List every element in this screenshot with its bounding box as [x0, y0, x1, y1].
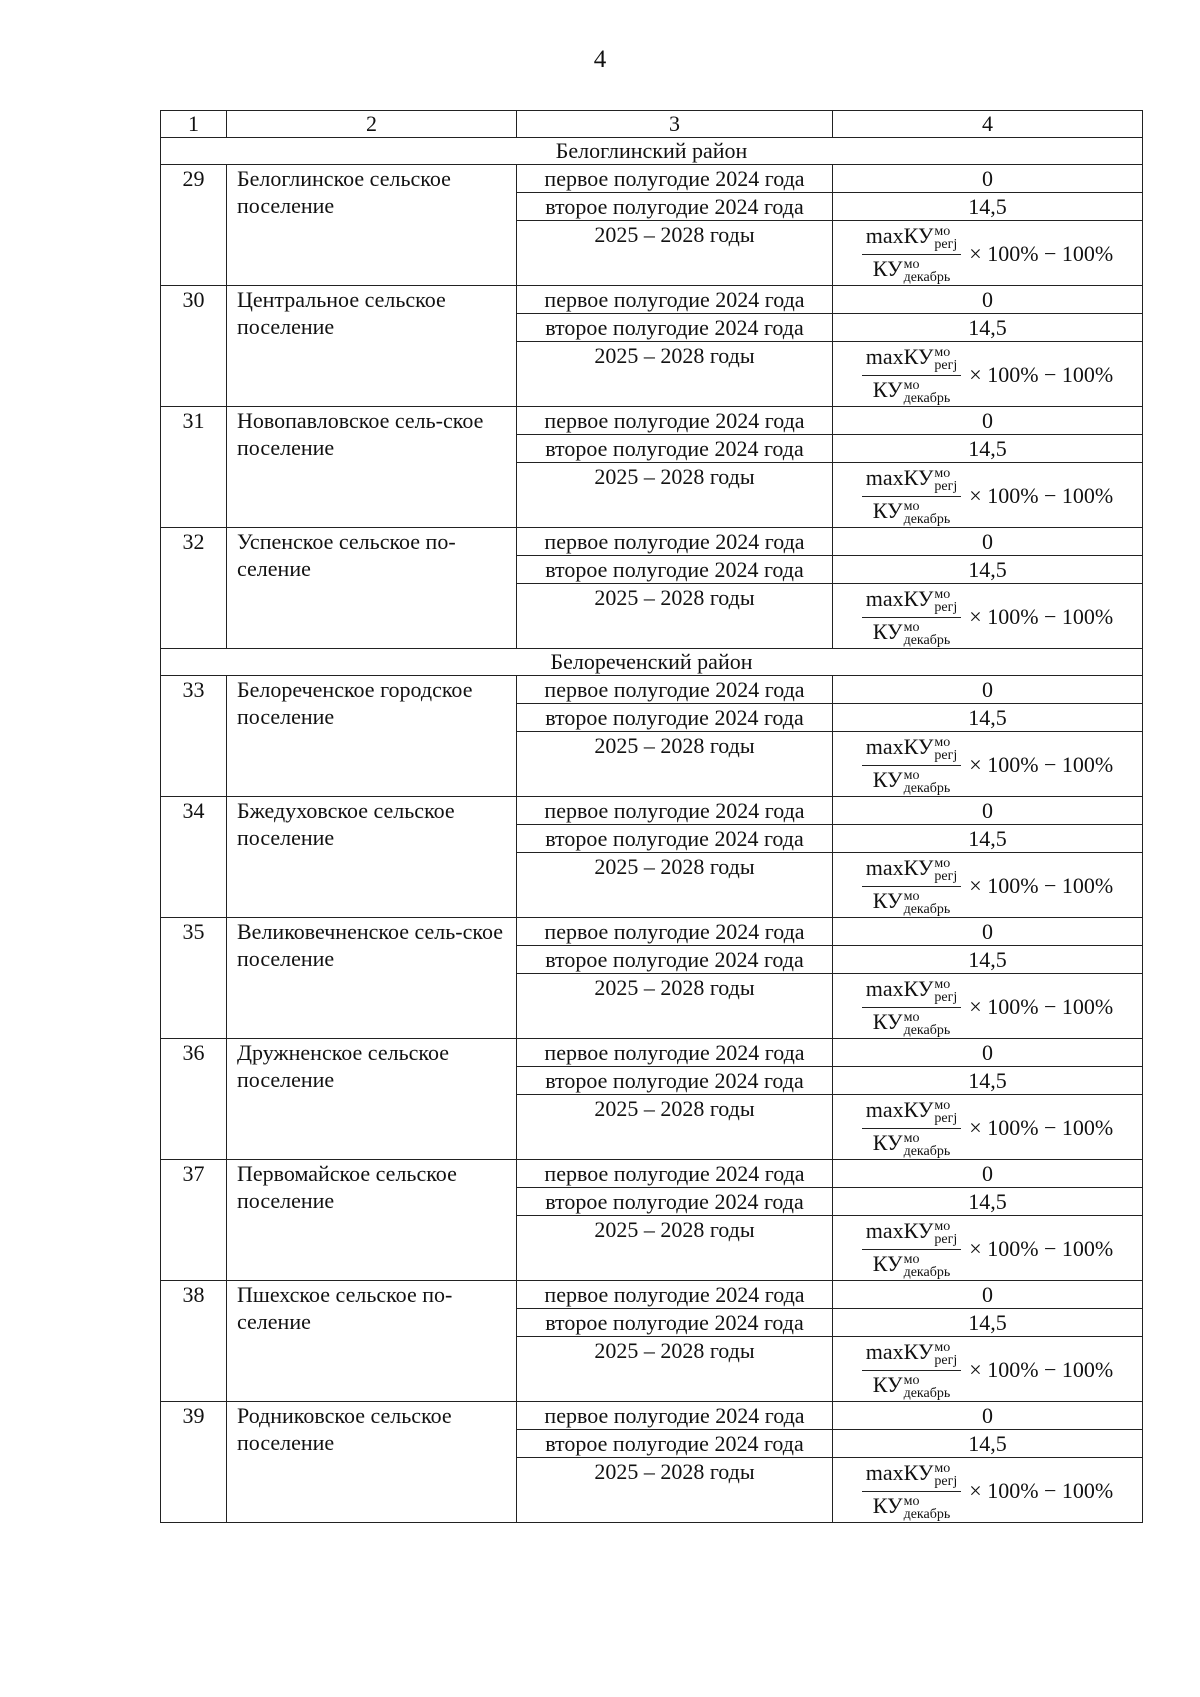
value-first-half: 0: [833, 1402, 1143, 1430]
denominator-superscript: мо: [903, 1009, 920, 1025]
formula-multiplier: × 100% − 100%: [969, 1114, 1114, 1140]
numerator-indices: [934, 736, 957, 762]
row-number: 38: [161, 1281, 227, 1402]
formula-fraction: [862, 1460, 962, 1521]
value-first-half: 0: [833, 407, 1143, 435]
numerator-superscript: мо: [934, 223, 951, 239]
settlement-name: Новопавловское сель-ское поселение: [227, 407, 517, 528]
denominator-symbol: КУ: [872, 1008, 903, 1034]
numerator-indices: [934, 1462, 957, 1488]
header-col-4: 4: [833, 111, 1143, 138]
numerator-indices: [934, 588, 957, 614]
header-row: [161, 111, 1143, 138]
settlement-name: Первомайское сельское поселение: [227, 1160, 517, 1281]
numerator-subscript: pегj: [934, 357, 958, 373]
denominator-superscript: мо: [903, 888, 920, 904]
row-number: 33: [161, 676, 227, 797]
value-second-half: 14,5: [833, 435, 1143, 463]
value-second-half: 14,5: [833, 556, 1143, 584]
numerator-superscript: мо: [934, 1097, 951, 1113]
formula-numerator: [862, 1218, 962, 1250]
value-second-half: 14,5: [833, 704, 1143, 732]
denominator-superscript: мо: [903, 1130, 920, 1146]
numerator-symbol: maxКУ: [865, 464, 934, 490]
denominator-superscript: мо: [903, 498, 920, 514]
value-second-half: 14,5: [833, 1309, 1143, 1337]
value-formula: [833, 584, 1143, 649]
value-first-half: 0: [833, 918, 1143, 946]
table-row: [161, 1039, 1143, 1067]
settlement-name: Родниковское сельское поселение: [227, 1402, 517, 1523]
formula-multiplier: × 100% − 100%: [969, 1477, 1114, 1503]
row-number: 32: [161, 528, 227, 649]
denominator-subscript: декабрь: [903, 901, 951, 917]
value-formula: [833, 1337, 1143, 1402]
numerator-superscript: мо: [934, 586, 951, 602]
denominator-superscript: мо: [903, 619, 920, 635]
value-first-half: 0: [833, 1160, 1143, 1188]
numerator-subscript: pегj: [934, 1231, 958, 1247]
formula-numerator: [862, 344, 962, 376]
numerator-symbol: maxКУ: [865, 222, 934, 248]
numerator-superscript: мо: [934, 465, 951, 481]
denominator-indices: [904, 1374, 951, 1400]
settlement-name: Пшехское сельское по-селение: [227, 1281, 517, 1402]
value-first-half: 0: [833, 1039, 1143, 1067]
numerator-subscript: pегj: [934, 989, 958, 1005]
denominator-indices: [904, 769, 951, 795]
table-row: [161, 1160, 1143, 1188]
period-first-half: первое полугодие 2024 года: [517, 1402, 833, 1430]
value-first-half: 0: [833, 797, 1143, 825]
denominator-symbol: КУ: [872, 766, 903, 792]
period-first-half: первое полугодие 2024 года: [517, 165, 833, 193]
denominator-subscript: декабрь: [903, 632, 951, 648]
region-name: Белореченский район: [161, 649, 1143, 676]
formula-fraction: [862, 1339, 962, 1400]
page-number: 4: [593, 46, 607, 73]
value-formula: [833, 342, 1143, 407]
denominator-indices: [904, 1132, 951, 1158]
formula-denominator: [869, 497, 954, 526]
settlement-name: Великовечненское сель-ское поселение: [227, 918, 517, 1039]
value-formula: [833, 463, 1143, 528]
denominator-superscript: мо: [903, 1493, 920, 1509]
formula-multiplier: × 100% − 100%: [969, 751, 1114, 777]
formula: [833, 732, 1142, 796]
denominator-superscript: мо: [903, 1372, 920, 1388]
period-first-half: первое полугодие 2024 года: [517, 286, 833, 314]
denominator-subscript: декабрь: [903, 1385, 951, 1401]
period-range: 2025 – 2028 годы: [517, 974, 833, 1039]
denominator-symbol: КУ: [872, 1371, 903, 1397]
period-first-half: первое полугодие 2024 года: [517, 1039, 833, 1067]
numerator-indices: [934, 1099, 957, 1125]
period-range: 2025 – 2028 годы: [517, 342, 833, 407]
period-second-half: второе полугодие 2024 года: [517, 1067, 833, 1095]
period-first-half: первое полугодие 2024 года: [517, 918, 833, 946]
formula-denominator: [869, 1129, 954, 1158]
denominator-subscript: декабрь: [903, 1022, 951, 1038]
denominator-symbol: КУ: [872, 887, 903, 913]
formula-multiplier: × 100% − 100%: [969, 603, 1114, 629]
formula-fraction: [862, 976, 962, 1037]
period-second-half: второе полугодие 2024 года: [517, 193, 833, 221]
denominator-indices: [904, 621, 951, 647]
value-formula: [833, 853, 1143, 918]
settlement-name: Белоглинское сельское поселение: [227, 165, 517, 286]
period-second-half: второе полугодие 2024 года: [517, 435, 833, 463]
period-second-half: второе полугодие 2024 года: [517, 1188, 833, 1216]
formula-numerator: [862, 1097, 962, 1129]
numerator-symbol: maxКУ: [865, 854, 934, 880]
period-second-half: второе полугодие 2024 года: [517, 1430, 833, 1458]
formula: [833, 853, 1142, 917]
formula-denominator: [869, 618, 954, 647]
settlement-name: Белореченское городское поселение: [227, 676, 517, 797]
denominator-superscript: мо: [903, 767, 920, 783]
settlement-name: Бжедуховское сельское поселение: [227, 797, 517, 918]
numerator-superscript: мо: [934, 976, 951, 992]
denominator-symbol: КУ: [872, 497, 903, 523]
numerator-indices: [934, 857, 957, 883]
numerator-indices: [934, 346, 957, 372]
formula-multiplier: × 100% − 100%: [969, 361, 1114, 387]
value-first-half: 0: [833, 286, 1143, 314]
numerator-superscript: мо: [934, 344, 951, 360]
numerator-subscript: pегj: [934, 747, 958, 763]
value-formula: [833, 221, 1143, 286]
value-second-half: 14,5: [833, 1067, 1143, 1095]
formula-numerator: [862, 976, 962, 1008]
denominator-indices: [904, 500, 951, 526]
formula-numerator: [862, 1339, 962, 1371]
period-range: 2025 – 2028 годы: [517, 1458, 833, 1523]
value-formula: [833, 1216, 1143, 1281]
table-row: [161, 165, 1143, 193]
formula: [833, 1458, 1142, 1522]
formula-numerator: [862, 734, 962, 766]
denominator-indices: [904, 1011, 951, 1037]
denominator-superscript: мо: [903, 377, 920, 393]
numerator-symbol: maxКУ: [865, 975, 934, 1001]
header-col-1: 1: [161, 111, 227, 138]
numerator-subscript: pегj: [934, 1352, 958, 1368]
settlement-name: Центральное сельское поселение: [227, 286, 517, 407]
period-range: 2025 – 2028 годы: [517, 463, 833, 528]
numerator-superscript: мо: [934, 855, 951, 871]
denominator-symbol: КУ: [872, 618, 903, 644]
value-second-half: 14,5: [833, 825, 1143, 853]
denominator-superscript: мо: [903, 256, 920, 272]
period-second-half: второе полугодие 2024 года: [517, 556, 833, 584]
period-second-half: второе полугодие 2024 года: [517, 825, 833, 853]
formula-denominator: [869, 1492, 954, 1521]
numerator-subscript: pегj: [934, 478, 958, 494]
denominator-subscript: декабрь: [903, 390, 951, 406]
value-formula: [833, 974, 1143, 1039]
settlement-name: Дружненское сельское поселение: [227, 1039, 517, 1160]
numerator-subscript: pегj: [934, 1473, 958, 1489]
denominator-subscript: декабрь: [903, 1264, 951, 1280]
row-number: 30: [161, 286, 227, 407]
formula-numerator: [862, 223, 962, 255]
table-row: [161, 407, 1143, 435]
value-formula: [833, 732, 1143, 797]
formula: [833, 584, 1142, 648]
formula-denominator: [869, 1008, 954, 1037]
table-row: [161, 528, 1143, 556]
period-first-half: первое полугодие 2024 года: [517, 407, 833, 435]
period-second-half: второе полугодие 2024 года: [517, 946, 833, 974]
numerator-symbol: maxКУ: [865, 1338, 934, 1364]
numerator-symbol: maxКУ: [865, 1217, 934, 1243]
formula-multiplier: × 100% − 100%: [969, 993, 1114, 1019]
formula-fraction: [862, 344, 962, 405]
period-second-half: второе полугодие 2024 года: [517, 704, 833, 732]
denominator-indices: [904, 258, 951, 284]
header-col-2: 2: [227, 111, 517, 138]
period-range: 2025 – 2028 годы: [517, 584, 833, 649]
period-range: 2025 – 2028 годы: [517, 1337, 833, 1402]
value-first-half: 0: [833, 528, 1143, 556]
denominator-indices: [904, 379, 951, 405]
numerator-subscript: pегj: [934, 599, 958, 615]
value-second-half: 14,5: [833, 314, 1143, 342]
period-range: 2025 – 2028 годы: [517, 853, 833, 918]
numerator-indices: [934, 1341, 957, 1367]
formula-fraction: [862, 734, 962, 795]
row-number: 31: [161, 407, 227, 528]
value-formula: [833, 1095, 1143, 1160]
numerator-subscript: pегj: [934, 868, 958, 884]
value-second-half: 14,5: [833, 1430, 1143, 1458]
row-number: 29: [161, 165, 227, 286]
table-row: [161, 1281, 1143, 1309]
denominator-symbol: КУ: [872, 255, 903, 281]
period-first-half: первое полугодие 2024 года: [517, 676, 833, 704]
numerator-symbol: maxКУ: [865, 1096, 934, 1122]
value-first-half: 0: [833, 676, 1143, 704]
row-number: 37: [161, 1160, 227, 1281]
denominator-indices: [904, 1253, 951, 1279]
region-row: [161, 649, 1143, 676]
numerator-superscript: мо: [934, 734, 951, 750]
formula: [833, 1216, 1142, 1280]
formula-fraction: [862, 855, 962, 916]
denominator-symbol: КУ: [872, 1250, 903, 1276]
header-col-3: 3: [517, 111, 833, 138]
formula-multiplier: × 100% − 100%: [969, 482, 1114, 508]
row-number: 34: [161, 797, 227, 918]
formula: [833, 342, 1142, 406]
region-row: [161, 138, 1143, 165]
formula-numerator: [862, 586, 962, 618]
numerator-superscript: мо: [934, 1460, 951, 1476]
row-number: 35: [161, 918, 227, 1039]
numerator-indices: [934, 467, 957, 493]
numerator-subscript: pегj: [934, 1110, 958, 1126]
formula: [833, 463, 1142, 527]
numerator-indices: [934, 978, 957, 1004]
formula-denominator: [869, 255, 954, 284]
table-row: [161, 918, 1143, 946]
formula-multiplier: × 100% − 100%: [969, 240, 1114, 266]
formula: [833, 974, 1142, 1038]
numerator-superscript: мо: [934, 1218, 951, 1234]
denominator-subscript: декабрь: [903, 511, 951, 527]
formula-denominator: [869, 376, 954, 405]
numerator-symbol: maxКУ: [865, 585, 934, 611]
denominator-symbol: КУ: [872, 1129, 903, 1155]
formula-fraction: [862, 223, 962, 284]
value-second-half: 14,5: [833, 946, 1143, 974]
table-row: [161, 1402, 1143, 1430]
settlement-name: Успенское сельское по-селение: [227, 528, 517, 649]
formula: [833, 1337, 1142, 1401]
period-range: 2025 – 2028 годы: [517, 221, 833, 286]
value-second-half: 14,5: [833, 1188, 1143, 1216]
period-range: 2025 – 2028 годы: [517, 1216, 833, 1281]
denominator-indices: [904, 1495, 951, 1521]
denominator-superscript: мо: [903, 1251, 920, 1267]
numerator-subscript: pегj: [934, 236, 958, 252]
denominator-symbol: КУ: [872, 1492, 903, 1518]
formula-denominator: [869, 887, 954, 916]
period-second-half: второе полугодие 2024 года: [517, 1309, 833, 1337]
period-first-half: первое полугодие 2024 года: [517, 1281, 833, 1309]
numerator-symbol: maxКУ: [865, 343, 934, 369]
table-row: [161, 797, 1143, 825]
value-first-half: 0: [833, 1281, 1143, 1309]
table-body: [161, 111, 1143, 1523]
period-range: 2025 – 2028 годы: [517, 732, 833, 797]
formula-multiplier: × 100% − 100%: [969, 1356, 1114, 1382]
period-second-half: второе полугодие 2024 года: [517, 314, 833, 342]
formula-fraction: [862, 586, 962, 647]
denominator-subscript: декабрь: [903, 1143, 951, 1159]
tariff-table: [160, 110, 1143, 1523]
value-formula: [833, 1458, 1143, 1523]
row-number: 36: [161, 1039, 227, 1160]
denominator-symbol: КУ: [872, 376, 903, 402]
formula-fraction: [862, 1218, 962, 1279]
numerator-indices: [934, 225, 957, 251]
formula-fraction: [862, 1097, 962, 1158]
denominator-subscript: декабрь: [903, 780, 951, 796]
row-number: 39: [161, 1402, 227, 1523]
formula-numerator: [862, 1460, 962, 1492]
formula-denominator: [869, 1371, 954, 1400]
numerator-symbol: maxКУ: [865, 733, 934, 759]
formula-multiplier: × 100% − 100%: [969, 1235, 1114, 1261]
formula: [833, 1095, 1142, 1159]
value-second-half: 14,5: [833, 193, 1143, 221]
numerator-superscript: мо: [934, 1339, 951, 1355]
formula-numerator: [862, 465, 962, 497]
formula-fraction: [862, 465, 962, 526]
formula: [833, 221, 1142, 285]
period-first-half: первое полугодие 2024 года: [517, 1160, 833, 1188]
period-first-half: первое полугодие 2024 года: [517, 797, 833, 825]
formula-multiplier: × 100% − 100%: [969, 872, 1114, 898]
period-first-half: первое полугодие 2024 года: [517, 528, 833, 556]
numerator-symbol: maxКУ: [865, 1459, 934, 1485]
table-row: [161, 676, 1143, 704]
region-name: Белоглинский район: [161, 138, 1143, 165]
value-first-half: 0: [833, 165, 1143, 193]
numerator-indices: [934, 1220, 957, 1246]
formula-denominator: [869, 766, 954, 795]
denominator-indices: [904, 890, 951, 916]
denominator-subscript: декабрь: [903, 1506, 951, 1522]
formula-numerator: [862, 855, 962, 887]
table-row: [161, 286, 1143, 314]
period-range: 2025 – 2028 годы: [517, 1095, 833, 1160]
formula-denominator: [869, 1250, 954, 1279]
denominator-subscript: декабрь: [903, 269, 951, 285]
